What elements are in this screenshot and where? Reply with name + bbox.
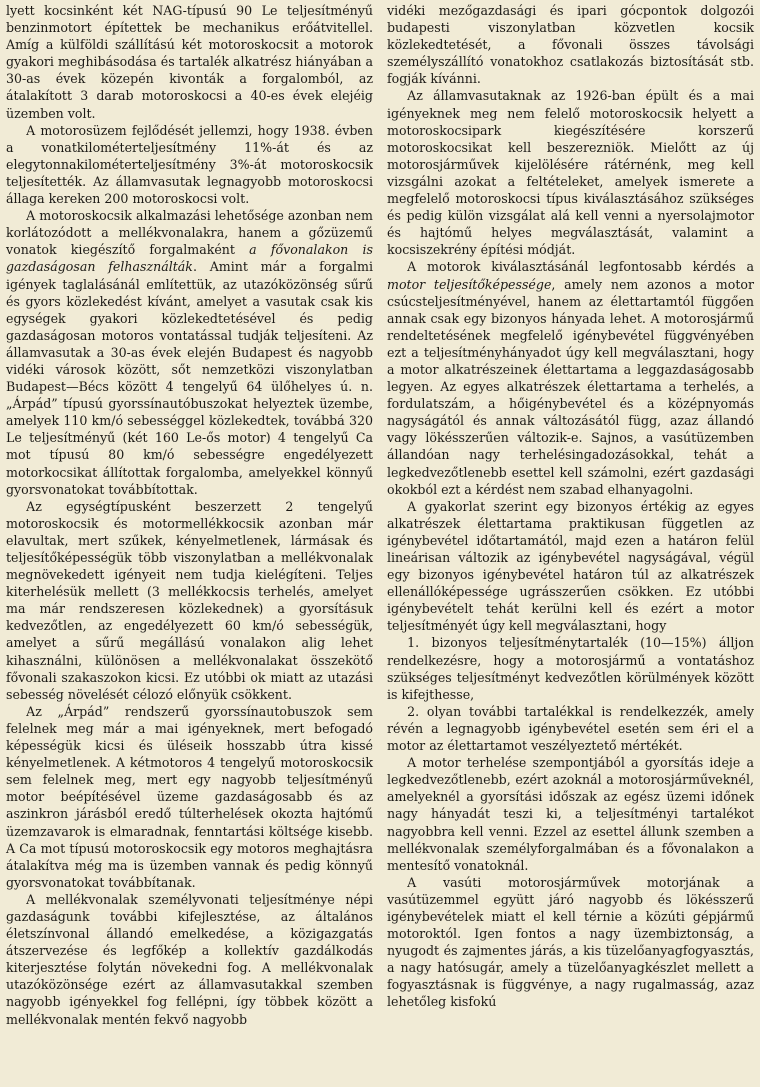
paragraph-text: . Amint már a forgalmi igények taglalásánál említettük, az utazóközönség sűrű és gyors közlekedést kívánt, amelyet a vasutak csak kis egységek gyakori közlekedtetésével és pedig gazdaságosan motoros vontatással tudják teljesíteni. Az államvasutak a 30-as évek elején Budapest és nagyobb vidéki városok között, sőt nemzetközi viszonylatban Budapest—Bécs között 4 tengelyű 64 ülőhelyes ú. n. „Árpád” típusú gyorssínautóbuszokat helyeztek üzembe, amelyek 110 km/ó sebességgel közlekedtek, továbbá 320 Le teljesítményű (két 160 Le-ős motor) 4 tengelyű Ca mot típusú 80 km/ó sebességre engedélyezett motorkocsikat állítottak forgalomba, amelyekkel könnyű gyorsvonatokat továbbítottak. bbox=[6, 259, 373, 497]
paragraph-text: Az államvasutaknak az 1926-ban épült és a mai igényeknek meg nem felelő motoroskocsik helyett a motoroskocsipark kiegészítésére korszerű motoroskocsikat kell beszerezniök. Mielőtt az új motorosjárművek kijelölésére rátérnénk, meg kell vizsgálni azokat a feltételeket, amelyek ismerete a megfelelő motoroskocsi típus kiválasztásához szükséges és pedig külön vizsgálat alá kell venni a nyersolajmotor és hajtómű helyes megválasztását, valamint a kocsiszekrény építési módját. bbox=[387, 88, 754, 258]
paragraph bbox=[387, 874, 754, 1011]
paragraph-text: A motorosüzem fejlődését jellemzi, hogy 1938. évben a vonatkilométerteljesítmény 11%-át és az elegytonnakilométerteljesítmény 3%-át motoroskocsik teljesítették. Az államvasutak legnagyobb motoroskocsi állaga kereken 200 motoroskocsi volt. bbox=[6, 122, 373, 207]
list-item bbox=[387, 634, 754, 702]
left-text-column bbox=[6, 2, 373, 1087]
paragraph-text: A vasúti motorosjárművek motorjának a vasútüzemmel együtt járó nagyobb és lökésszerű igénybevételek miatt el kell térnie a közúti gépjármű motoroktól. Igen fontos a nagy üzembiztonság, a nyugodt és zajmentes járás, a kis tüzelőanyagfogyasztás, a nagy hatósugár, amely a tüzelőanyagkészlet mellett a fogyasztásnak is függvénye, a nagy rugalmasság, azaz lehetőleg kisfokú bbox=[387, 874, 754, 1010]
paragraph bbox=[6, 498, 373, 703]
paragraph-text: lyett kocsinként két NAG-típusú 90 Le teljesítményű benzinmotort építettek be mechanikus erőátvitellel. Amíg a külföldi szállítású két motoroskocsit a motorok gyakori meghibásodása és tartalék alkatrész hiányában a 30-as évek közepén kivonták a forgalomból, az átalakított 3 darab motoroskocsi a 40-es évek elejéig üzemben volt. bbox=[6, 3, 373, 121]
paragraph-text: Az „Árpád” rendszerű gyorssínautobuszok sem felelnek meg már a mai igényeknek, mert befogadó képességük kicsi és üléseik hosszabb útra kissé kényelmetlenek. A kétmotoros 4 tengelyű motoroskocsik sem felelnek meg, mert egy nagyobb teljesítményű motor beépítésével üzeme gazdaságosabb és az aszinkron járásból eredő túlterhelések okozta hajtómű üzemzavarok is elmaradnak, fenntartási költsége kisebb. A Ca mot típusú motoroskocsik egy motoros meghajtásra átalakítva még ma is üzemben vannak és pedig könnyű gyorsvonatokat továbbítanak. bbox=[6, 703, 373, 890]
paragraph bbox=[387, 87, 754, 258]
paragraph-text: 2. olyan további tartalékkal is rendelkezzék, amely révén a legnagyobb igénybevétel esetén sem éri el a motor az élettartamot veszélyeztető mértékét. bbox=[387, 703, 754, 754]
paragraph bbox=[387, 498, 754, 635]
paragraph bbox=[387, 2, 754, 87]
paragraph-text: 1. bizonyos teljesítménytartalék (10—15%) álljon rendelkezésre, hogy a motorosjármű a vontatáshoz szükséges teljesítményt kedvezőtlen körülmények között is kifejthesse, bbox=[387, 635, 754, 702]
paragraph-text: , amely nem azonos a motor csúcsteljesítményével, hanem az élettartamtól függően annak csak egy bizonyos hányada lehet. A motorosjármű rendeltetésének megfelelő igénybevétel függvényében ezt a teljesítményhányadot úgy kell megválasztani, hogy a motor alkatrészeinek élettartama a leggazdaságosabb legyen. Az egyes alkatrészek élettartama a terhelés, a fordulatszám, a hőigénybevétel és a középnyomás nagyságától és annak változásától függ, azaz állandó vagy lökésszerűen változik-e. Sajnos, a vasútüzemben állandóan nagy terhelésingadozásokkal, tehát a legkedvezőtlenebb esettel kell számolni, ezért gazdasági okokból ezt a kérdést nem szabad elhanyagolni. bbox=[387, 276, 754, 497]
paragraph-text: vidéki mezőgazdasági és ipari gócpontok dolgozói budapesti viszonylatban közvetlen kocsik közlekedtetését, a fővonali összes távolsági személyszállító vonatokhoz csatlakozás biztosítását stb. fogják kívánni. bbox=[387, 3, 754, 87]
paragraph bbox=[6, 2, 373, 122]
emphasis-text: a fővonalakon is gazdaságosan felhasználták bbox=[6, 242, 373, 275]
list-item bbox=[387, 703, 754, 754]
emphasis-text: motor teljesítőképessége bbox=[387, 276, 552, 292]
paragraph bbox=[6, 122, 373, 207]
paragraph-text: A motoroskocsik alkalmazási lehetősége azonban nem korlátozódott a mellékvonalakra, hanem a gőzüzemű vonatok kiegészítő forgalmaként bbox=[6, 208, 373, 258]
paragraph bbox=[6, 891, 373, 1028]
paragraph bbox=[387, 258, 754, 497]
paragraph bbox=[6, 207, 373, 498]
paragraph bbox=[387, 754, 754, 874]
paragraph-text: A motorok kiválasztásánál legfontosabb kérdés a bbox=[407, 259, 754, 275]
paragraph-text: Az egységtípusként beszerzett 2 tengelyű motoroskocsik és motormellékkocsik azonban már elavultak, mert szűkek, kényelmetlenek, lármásak és teljesítőképességük több viszonylatban a mellékvonalak megnövekedett igényeit nem tudja kielégíteni. Teljes kiterhelésük mellett (3 mellékkocsis terhelés, amelyet ma már rendszeresen közlekednek) a gyorsításuk kedvezőtlen, az engedélyezett 60 km/ó sebességük, amelyet a sűrű megállású vonalakon alig lehet kihasználni, különösen a mellékvonalakat összekötő fővonali szakaszokon kicsi. Ez utóbbi ok miatt az utazási sebesség növelését célozó előnyük csökkent. bbox=[6, 498, 373, 702]
paragraph-text: A mellékvonalak személyvonati teljesítménye népi gazdaságunk további kifejlesztése, az általános életszínvonal állandó emelkedése, a közigazgatás átszervezése és legfőkép a kollektív gazdálkodás kiterjesztése folytán növekedni fog. A mellékvonalak utazóközönsége ezért az államvasutakkal szemben nagyobb igényekkel fog fellépni, így többek között a mellékvonalak mentén fekvő nagyobb bbox=[6, 891, 373, 1027]
paragraph bbox=[6, 703, 373, 891]
paragraph-text: A gyakorlat szerint egy bizonyos értékig az egyes alkatrészek élettartama praktikusan független az igénybevétel időtartamától, majd ezen a határon felül lineárisan változik az igénybevétel nagyságával, végül egy bizonyos igénybevétel határon túl az alkatrészek ellenállóképessége ugrásszerűen csökken. Ez utóbbi igénybevételt tehát kerülni kell és ezért a motor teljesítményét úgy kell megválasztani, hogy bbox=[387, 498, 754, 634]
right-text-column bbox=[387, 2, 754, 1087]
paragraph-text: A motor terhelése szempontjából a gyorsítás ideje a legkedvezőtlenebb, ezért azoknál a motorosjárműveknél, amelyeknél a gyorsítási időszak az egész üzemi időnek nagy hányadát teszi ki, a teljesítményi tartalékot nagyobbra kell venni. Ezzel az esettel állunk szemben a mellékvonalak személyforgalmában és a fővonalakon a mentesítő vonatoknál. bbox=[387, 755, 754, 873]
